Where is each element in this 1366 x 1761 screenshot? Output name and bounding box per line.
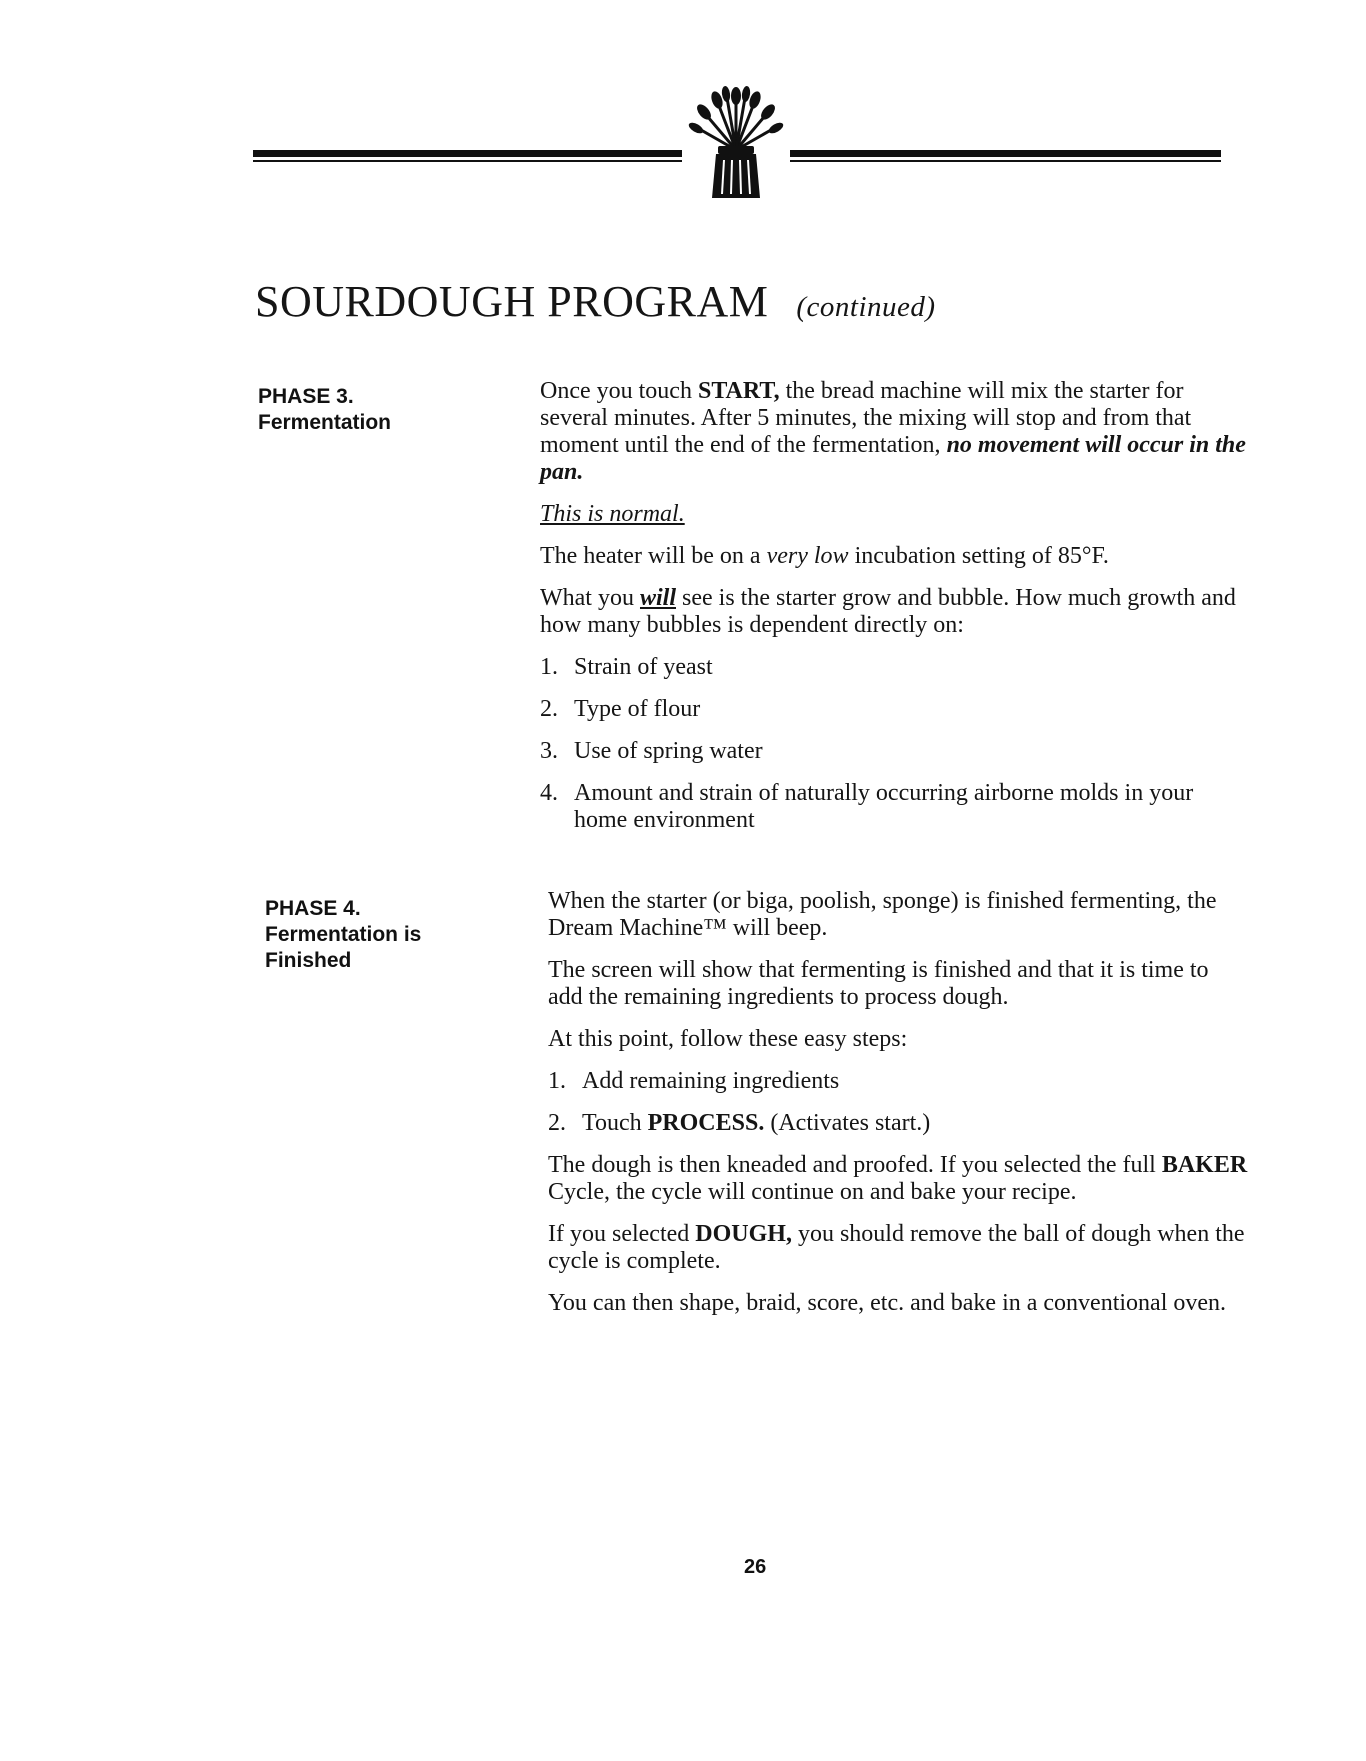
- list-item: [540, 696, 1250, 723]
- list-item-number: 1.: [548, 1068, 566, 1094]
- list-item: [548, 1068, 1248, 1095]
- list-item-process: PROCESS.: [647, 1110, 765, 1136]
- phase4-label-number: PHASE 4.: [265, 897, 361, 920]
- phase3-label-title: Fermentation: [258, 411, 392, 434]
- phase4-label-title-2: Finished: [265, 949, 352, 972]
- phase4-dough-text-1: If you selected: [548, 1221, 696, 1247]
- phase4-steps-intro: At this point, follow these easy steps:: [548, 1026, 908, 1052]
- list-item: [540, 780, 1250, 834]
- phase3-label: [258, 384, 391, 436]
- phase4-knead-paragraph: [548, 1152, 1248, 1206]
- phase3-normal-note: [540, 501, 1250, 528]
- list-item-text: Strain of yeast: [574, 654, 713, 680]
- phase3-see-will: will: [639, 585, 676, 611]
- phase3-see-text-1: What you: [540, 585, 640, 611]
- phase3-body: [540, 378, 1250, 849]
- list-item: [540, 654, 1250, 681]
- phase3-heater-text-1: The heater will be on a: [540, 543, 767, 569]
- list-item-text: Amount and strain of naturally occurring airborne molds in your home environment: [574, 780, 1194, 833]
- wheat-sheaf-icon: [682, 86, 790, 204]
- phase3-intro-emphasis: no movement will occur in the pan.: [540, 432, 1246, 485]
- list-item-number: 1.: [540, 654, 558, 680]
- phase4-label: [265, 896, 421, 974]
- phase4-knead-text-2: Cycle, the cycle will continue on and bake your recipe.: [548, 1179, 1077, 1205]
- page-subtitle: (continued): [796, 291, 936, 323]
- phase3-heater-very: very: [766, 543, 808, 569]
- page-title-text: SOURDOUGH PROGRAM: [255, 277, 769, 326]
- list-item-text: Touch: [582, 1110, 648, 1136]
- phase3-label-number: PHASE 3.: [258, 385, 354, 408]
- phase4-shape-paragraph: You can then shape, braid, score, etc. and bake in a conventional oven.: [548, 1290, 1227, 1316]
- phase4-dough-bold: DOUGH,: [695, 1221, 792, 1247]
- phase4-knead-baker: BAKER: [1161, 1152, 1248, 1178]
- page-number: 26: [744, 1556, 767, 1578]
- phase3-heater-low: low: [813, 543, 849, 569]
- list-item-text: Add remaining ingredients: [582, 1068, 840, 1094]
- page-title: [255, 276, 936, 327]
- phase3-heater-paragraph: [540, 543, 1250, 570]
- phase4-steps-list: [548, 1068, 1248, 1137]
- phase3-see-paragraph: [540, 585, 1250, 639]
- phase3-intro-paragraph: [540, 378, 1250, 486]
- phase4-knead-text-1: The dough is then kneaded and proofed. If you selected the full: [548, 1152, 1162, 1178]
- list-item: [540, 738, 1250, 765]
- list-item: [548, 1110, 1248, 1137]
- phase4-dough-paragraph: [548, 1221, 1248, 1275]
- phase4-finish-paragraph: When the starter (or biga, poolish, sponge) is finished fermenting, the Dream Machine™ will beep.: [548, 888, 1217, 941]
- list-item-number: 3.: [540, 738, 558, 764]
- list-item-text: Type of flour: [574, 696, 701, 722]
- phase4-label-title-1: Fermentation is: [265, 923, 422, 946]
- phase3-heater-text-2: incubation setting of 85°F.: [848, 543, 1109, 569]
- phase3-factors-list: [540, 654, 1250, 834]
- phase3-intro-start: START,: [697, 378, 780, 404]
- list-item-text-post: (Activates start.): [764, 1110, 931, 1136]
- list-item-number: 2.: [540, 696, 558, 722]
- phase3-intro-text-1: Once you touch: [540, 378, 698, 404]
- phase3-see-text-2: see is the starter grow and bubble. How much growth and how many bubbles is dependent directly on:: [540, 585, 1236, 638]
- phase4-screen-paragraph: The screen will show that fermenting is finished and that it is time to add the remaining ingredients to process dough.: [548, 957, 1209, 1010]
- list-item-number: 2.: [548, 1110, 566, 1136]
- phase4-dough-text-2: you should remove the ball of dough when the cycle is complete.: [548, 1221, 1245, 1274]
- phase4-body: [548, 888, 1248, 1332]
- list-item-number: 4.: [540, 780, 558, 806]
- list-item-text: Use of spring water: [574, 738, 763, 764]
- phase3-intro-text-2: the bread machine will mix the starter for several minutes. After 5 minutes, the mixing will stop and from that moment until the end of the fermentation,: [540, 378, 1192, 458]
- phase3-normal-note-text: This is normal.: [540, 501, 685, 527]
